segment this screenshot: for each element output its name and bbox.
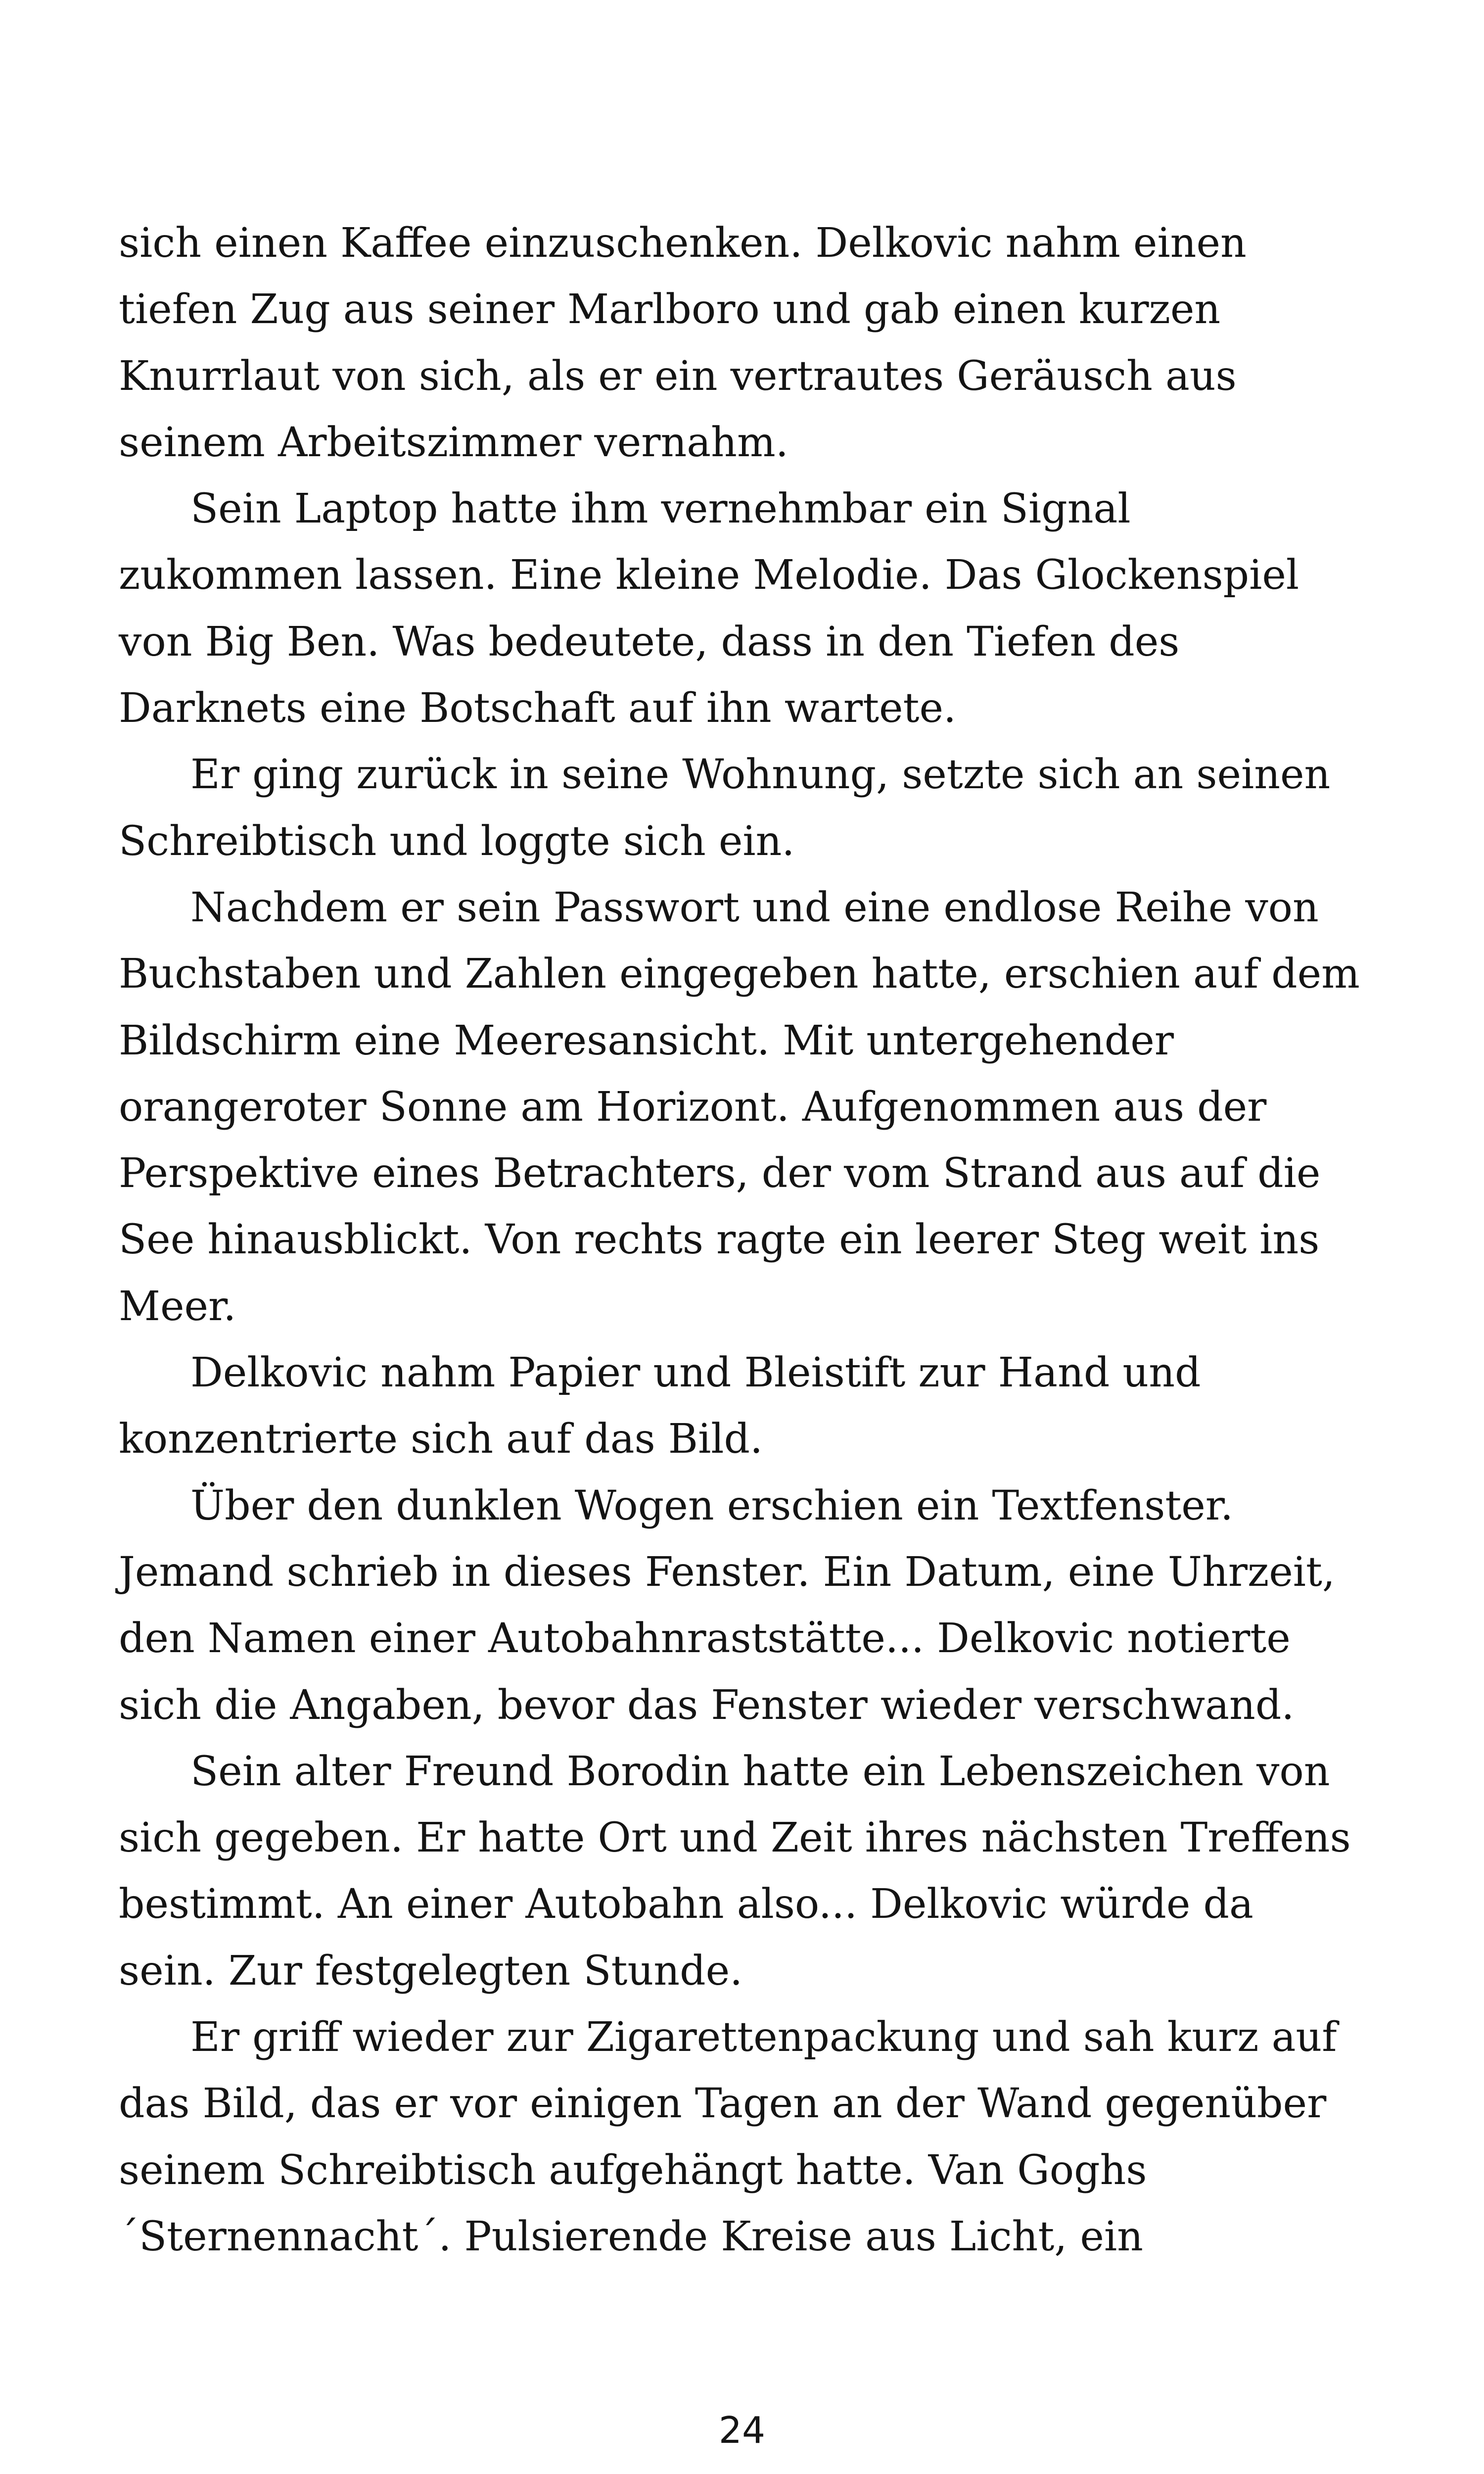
text-line: von Big Ben. Was bedeutete, dass in den Tiefen des	[119, 618, 1180, 666]
text-line: Sein Laptop hatte ihm vernehmbar ein Signal	[190, 485, 1131, 533]
text-line: Nachdem er sein Passwort und eine endlose Reihe von	[190, 884, 1319, 931]
page-number: 24	[718, 2409, 766, 2452]
text-line: Meer.	[119, 1283, 236, 1330]
text-line: konzentrierte sich auf das Bild.	[119, 1416, 763, 1463]
text-line: orangeroter Sonne am Horizont. Aufgenommen aus der	[119, 1083, 1267, 1131]
text-line: sich gegeben. Er hatte Ort und Zeit ihres nächsten Treffens	[119, 1814, 1351, 1862]
text-line: Über den dunklen Wogen erschien ein Textfenster.	[190, 1482, 1234, 1529]
text-line: Er griff wieder zur Zigarettenpackung und sah kurz auf	[190, 2014, 1337, 2061]
text-line: sich die Angaben, bevor das Fenster wieder verschwand.	[119, 1681, 1295, 1729]
text-line: Schreibtisch und loggte sich ein.	[119, 817, 795, 865]
text-line: sich einen Kaffee einzuschenken. Delkovic nahm einen	[119, 220, 1247, 267]
text-line: See hinausblickt. Von rechts ragte ein leerer Steg weit ins	[119, 1216, 1320, 1264]
text-line: Er ging zurück in seine Wohnung, setzte sich an seinen	[190, 751, 1331, 799]
text-line: Buchstaben und Zahlen eingegeben hatte, erschien auf dem	[119, 951, 1360, 998]
text-line: bestimmt. An einer Autobahn also... Delkovic würde da	[119, 1881, 1253, 1928]
text-line: seinem Arbeitszimmer vernahm.	[119, 419, 788, 466]
text-line: ´Sternennacht´. Pulsierende Kreise aus Licht, ein	[119, 2213, 1143, 2260]
text-line: den Namen einer Autobahnraststätte... Delkovic notierte	[119, 1615, 1291, 1663]
text-line: Bildschirm eine Meeresansicht. Mit untergehender	[119, 1017, 1174, 1064]
text-line: Delkovic nahm Papier und Bleistift zur Hand und	[190, 1349, 1201, 1397]
text-line: Jemand schrieb in dieses Fenster. Ein Datum, eine Uhrzeit,	[119, 1548, 1335, 1596]
text-line: Knurrlaut von sich, als er ein vertrautes Geräusch aus	[119, 352, 1237, 400]
text-line: tiefen Zug aus seiner Marlboro und gab einen kurzen	[119, 286, 1221, 333]
text-line: das Bild, das er vor einigen Tagen an der Wand gegenüber	[119, 2080, 1327, 2128]
text-line: Perspektive eines Betrachters, der vom Strand aus auf die	[119, 1150, 1321, 1197]
text-line: zukommen lassen. Eine kleine Melodie. Das Glockenspiel	[119, 552, 1299, 599]
text-line: Sein alter Freund Borodin hatte ein Lebenszeichen von	[190, 1748, 1330, 1795]
text-line: seinem Schreibtisch aufgehängt hatte. Van Goghs	[119, 2146, 1147, 2194]
text-line: sein. Zur festgelegten Stunde.	[119, 1947, 743, 1995]
body-text	[119, 210, 1425, 2270]
text-line: Darknets eine Botschaft auf ihn wartete.	[119, 685, 957, 732]
